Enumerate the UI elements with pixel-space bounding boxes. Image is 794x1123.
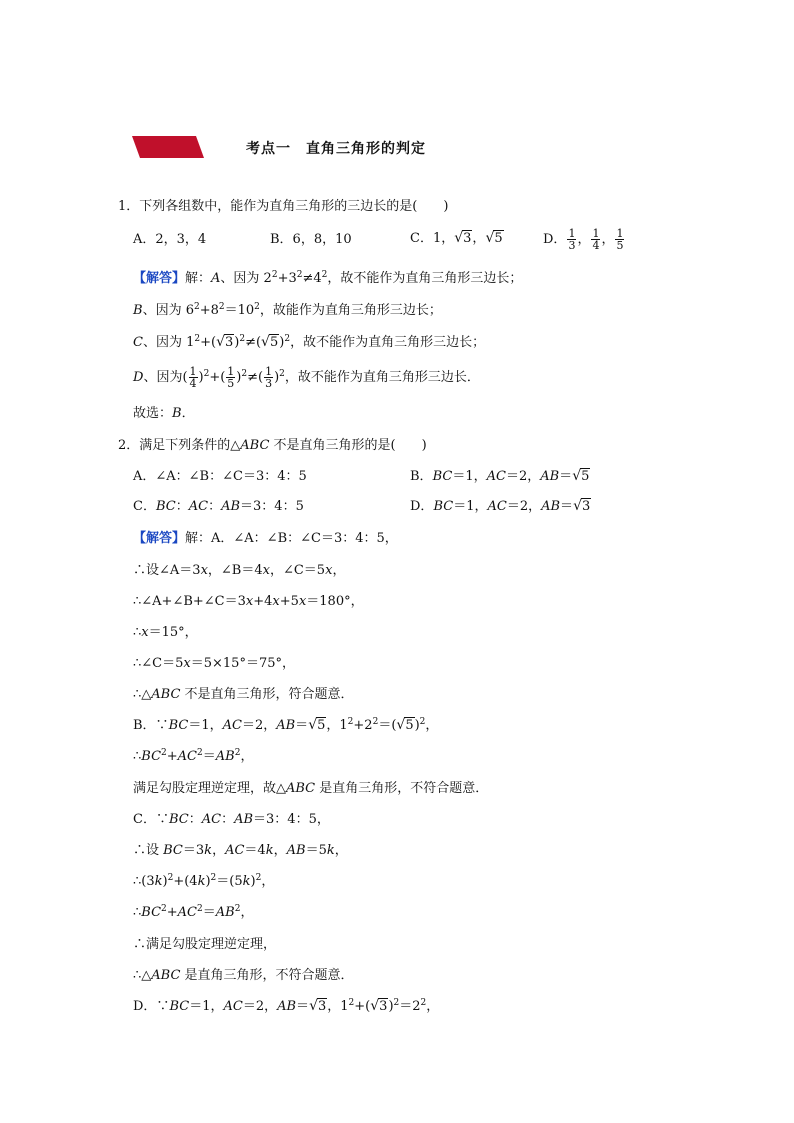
question-1-stem: 1．下列各组数中，能作为直角三角形的三边长的是( )	[118, 199, 449, 214]
q1-option-d: D． $\frac{1}{3}$ ， $\frac{1}{4}$ ， $\frac{1}{5}$	[543, 227, 624, 252]
q2-solution-line-12: $\therefore(3k)^2+(4k)^2=(5k)^2$，	[133, 873, 275, 889]
q2-solution-line-11: ∴设 BC＝3k，AC＝4k，AB＝5k，	[133, 843, 348, 858]
q1-option-b: B．6，8，10	[270, 232, 352, 247]
q1-solution-d: D、因为( $\frac{1}{4}$ )$^2$+( $\frac{1}{5}$ )$^2$≠( $\frac{1}{3}$ )$^2$，故不能作为直角三角形三边长．	[133, 365, 480, 390]
q2-option-c: C．BC：AC：AB＝3：4：5	[133, 499, 304, 514]
q1-solution-a: 【解答】解：A、因为 $2^2+3^2\ne 4^2$，故不能作为直角三角形三边长；	[133, 270, 523, 286]
q2-solution-line-3: ∴∠A+∠B+∠C＝3x+4x+5x＝180°，	[133, 594, 364, 609]
q2-solution-line-1: 【解答】解：A．∠A：∠B：∠C＝3：4：5，	[133, 531, 398, 546]
q2-solution-line-8: $\therefore BC^2+AC^2=AB^2$，	[133, 748, 254, 764]
section-title: 考点一 直角三角形的判定	[246, 141, 426, 157]
q2-solution-line-13: $\therefore BC^2+AC^2=AB^2$，	[133, 904, 254, 920]
sqrt: √5	[485, 230, 503, 246]
q1-solution-c: C、因为 $1^2+(√3)^2\ne(√5)^2$，故不能作为直角三角形三边长；	[133, 334, 486, 350]
fraction: $\frac{1}{5}$	[616, 227, 624, 252]
q2-solution-line-15: ∴△ABC 是直角三角形，不符合题意．	[133, 968, 354, 983]
q2-solution-line-2: ∴设∠A＝3x，∠B＝4x，∠C＝5x，	[133, 563, 346, 578]
section-banner-icon	[132, 136, 204, 158]
q1-solution-b: B、因为 $6^2+8^2=10^2$，故能作为直角三角形三边长；	[133, 302, 442, 318]
q2-solution-line-4: ∴x＝15°，	[133, 625, 198, 640]
fraction: $\frac{1}{3}$	[568, 227, 576, 252]
answer-tag: 【解答】	[133, 531, 186, 546]
q2-solution-line-14: ∴满足勾股定理逆定理，	[133, 937, 277, 952]
q2-option-b: B．BC＝1，AC＝2，AB＝√5	[410, 468, 590, 484]
q1-option-c: C．1，√3，√5	[410, 230, 503, 246]
sqrt: √3	[454, 230, 472, 246]
q2-solution-line-7: B．∵BC＝1，AC＝2，AB＝√5，$1^2+2^2=(√5)^2$，	[133, 717, 439, 733]
q1-option-a: A．2，3，4	[133, 232, 207, 247]
question-2-stem: 2．满足下列条件的△ABC 不是直角三角形的是( )	[118, 438, 427, 453]
q2-solution-line-10: C．∵BC：AC：AB＝3：4：5，	[133, 812, 330, 827]
q2-solution-line-9: 满足勾股定理逆定理，故△ABC 是直角三角形，不符合题意．	[133, 781, 489, 796]
q2-solution-line-16: D．∵BC＝1，AC＝2，AB＝√3，$1^2+(√3)^2=2^2$，	[133, 998, 440, 1014]
fraction: $\frac{1}{4}$	[592, 227, 600, 252]
q2-option-a: A．∠A：∠B：∠C＝3：4：5	[133, 469, 307, 484]
q2-solution-line-6: ∴△ABC 不是直角三角形，符合题意．	[133, 687, 354, 702]
q2-solution-line-5: ∴∠C＝5x＝5×15°＝75°，	[133, 656, 295, 671]
q1-choose: 故选：B．	[133, 406, 195, 421]
answer-tag: 【解答】	[133, 271, 186, 286]
q2-option-d: D．BC＝1，AC＝2，AB＝√3	[410, 498, 591, 514]
